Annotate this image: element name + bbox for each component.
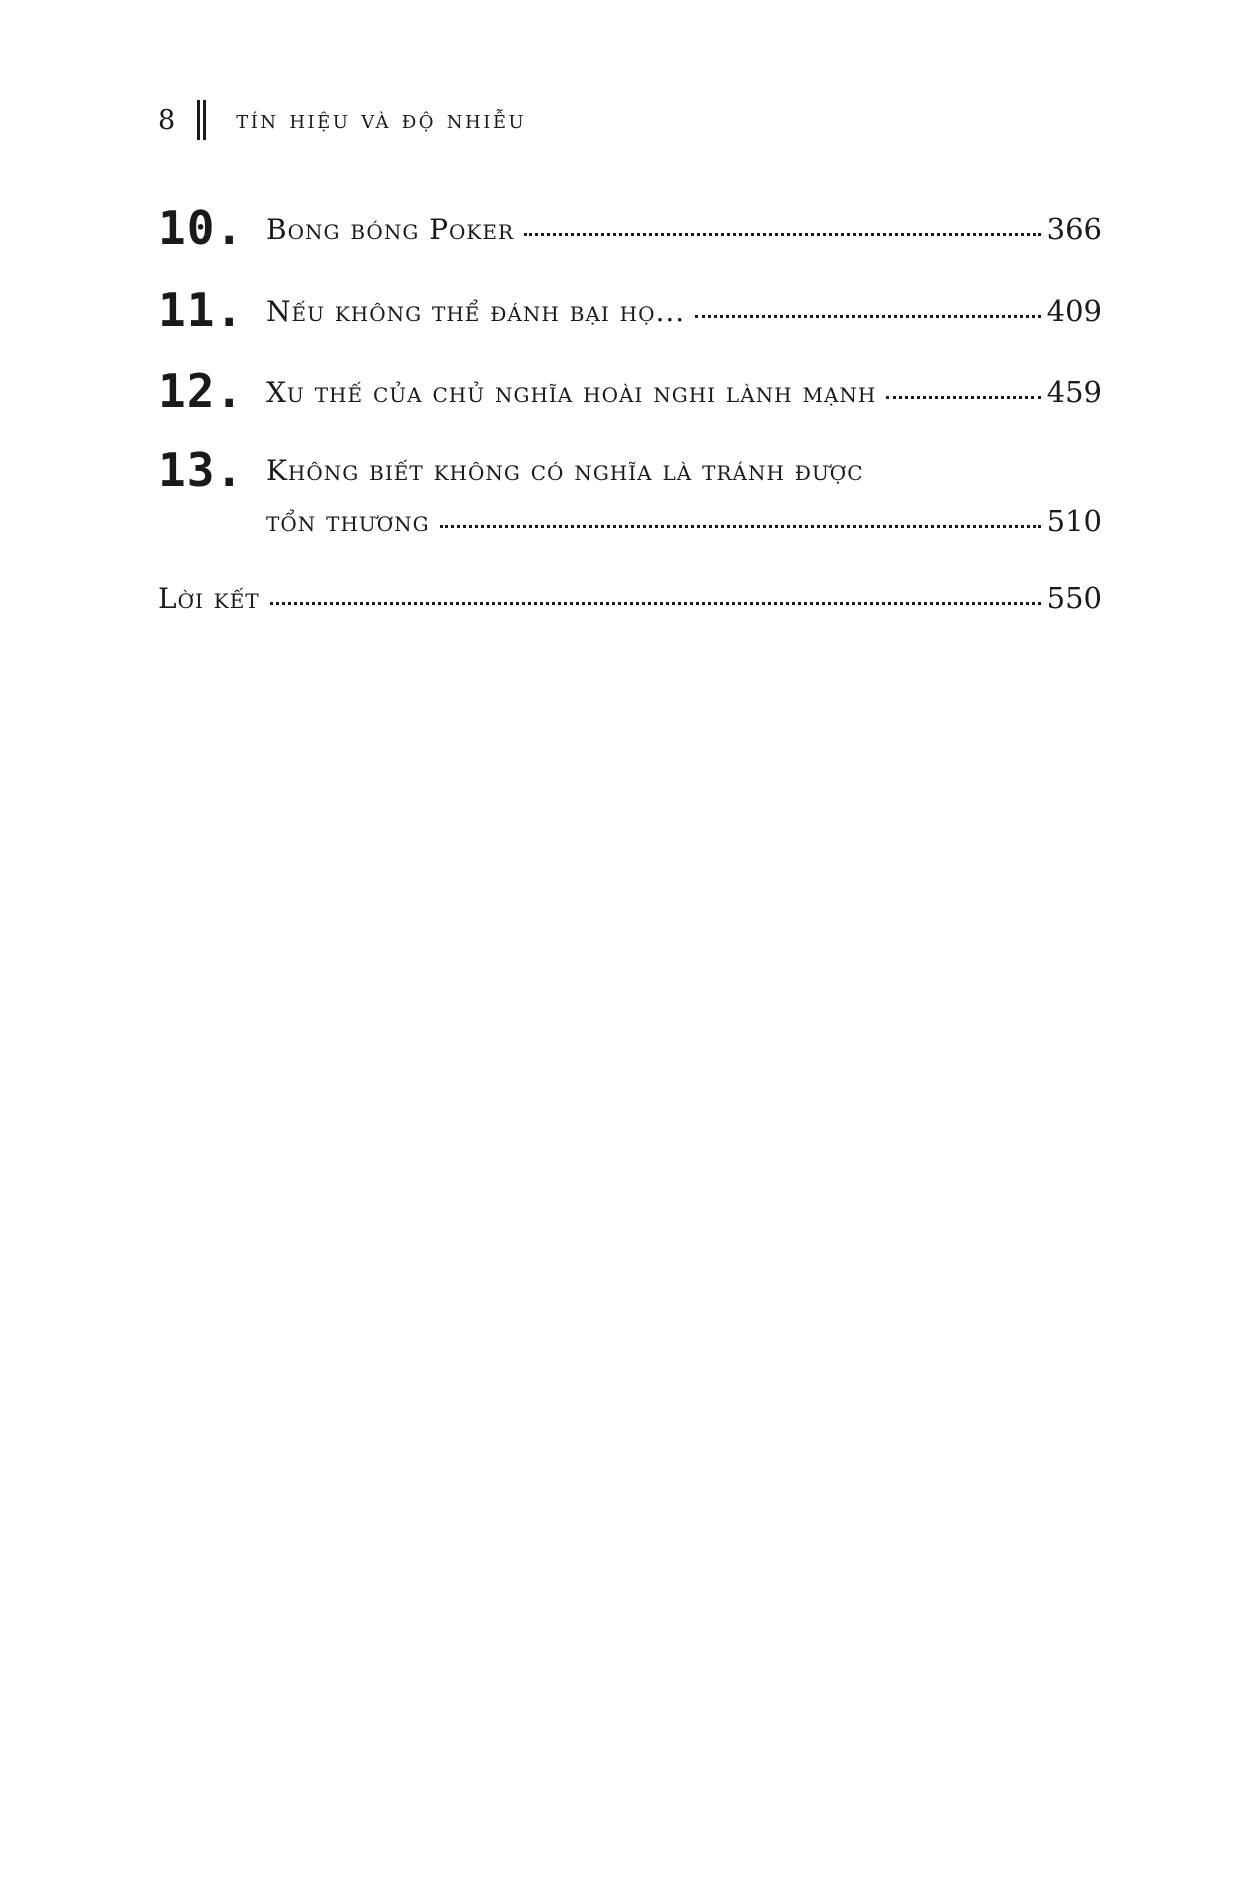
epilogue-page: 550 (1046, 581, 1102, 615)
chapter-title: Xu thế của chủ nghĩa hoài nghi lành mạnh (266, 376, 877, 409)
toc-line (266, 212, 1102, 246)
chapter-number: 13. (158, 443, 245, 497)
chapter-page: 409 (1046, 294, 1102, 328)
toc-entry[interactable] (158, 201, 1102, 255)
toc-entry[interactable] (158, 443, 1102, 547)
dot-leader (270, 602, 1041, 605)
toc-line (266, 294, 1102, 328)
epilogue-title: Lời kết (158, 582, 260, 615)
chapter-title: Bong bóng Poker (266, 213, 515, 246)
running-head (158, 98, 526, 142)
page-number: 8 (158, 104, 176, 136)
dot-leader (695, 315, 1040, 318)
chapter-page: 459 (1046, 375, 1102, 409)
chapter-page: 366 (1046, 212, 1102, 246)
toc-entry[interactable] (158, 283, 1102, 337)
chapter-title-line1: Không biết không có nghĩa là tránh được (266, 454, 864, 487)
chapter-number: 12. (158, 364, 245, 418)
chapter-number: 10. (158, 201, 245, 255)
toc-entry-epilogue[interactable] (158, 581, 1102, 615)
dot-leader (886, 396, 1040, 399)
double-rule-divider (197, 100, 206, 140)
chapter-page: 510 (1046, 504, 1102, 538)
chapter-title: Nếu không thể đánh bại họ... (266, 295, 686, 328)
toc-line (266, 375, 1102, 409)
dot-leader (524, 233, 1041, 236)
toc-line (266, 504, 1102, 538)
book-title: tín hiệu và độ nhiễu (236, 105, 527, 135)
chapter-title-line2: tổn thương (266, 505, 430, 538)
toc-entry[interactable] (158, 364, 1102, 418)
chapter-number: 11. (158, 283, 245, 337)
dot-leader (440, 525, 1041, 528)
